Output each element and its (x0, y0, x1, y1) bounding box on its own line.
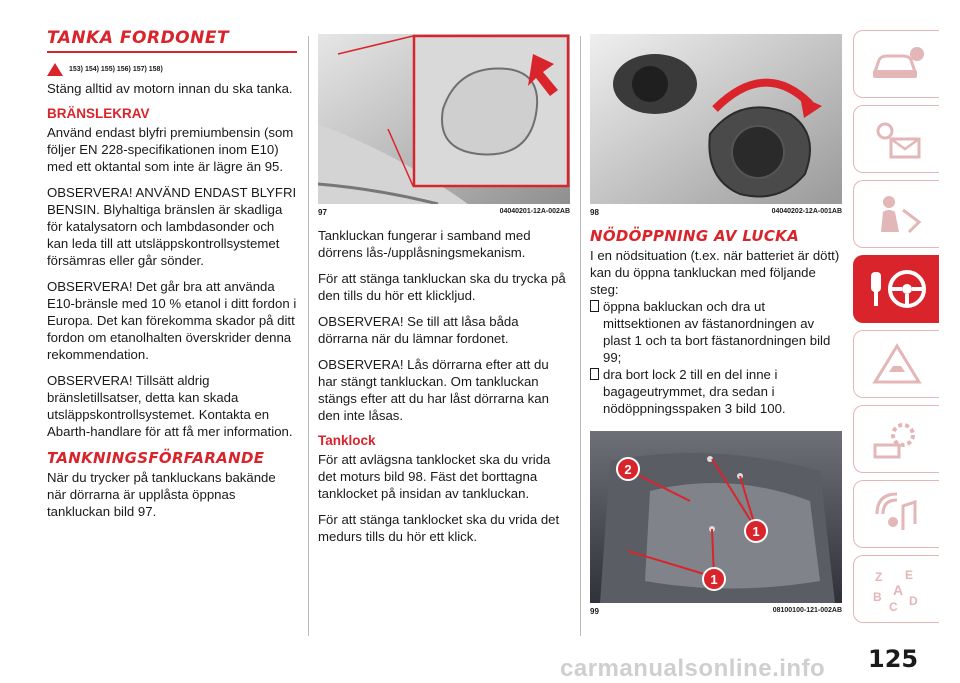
paragraph: Använd endast blyfri premiumbensin (som följer EN 228-specifikationen inom E10) med ett oktantal som inte är lägre än 95. (47, 125, 294, 174)
list-item-text: dra bort lock 2 till en del inne i bagageutrymmet, dra sedan i nödöppningsspaken 3 bild 100. (603, 367, 786, 416)
paragraph: OBSERVERA! Det går bra att använda E10-bränsle med 10 % etanol i ditt fordon i Europa. Det kan förekomma skador på ditt fordon om etanolhalten överskrider denna rekommendation. (47, 279, 297, 362)
list-item (590, 298, 842, 366)
paragraph: OBSERVERA! Tillsätt aldrig bränsletillsatser, detta kan skada utsläppskontrollsystemet. Kontakta en Abarth-handlare för att få mer information. (47, 373, 293, 439)
breakdown-icon (869, 342, 925, 386)
callout-1-label: 1 (752, 524, 760, 539)
callout-1-label: 1 (710, 572, 718, 587)
column-2 (318, 34, 570, 554)
chapter-tab-emergency[interactable] (853, 330, 939, 398)
figure-97-caption (318, 208, 570, 217)
chapter-tab-maintenance[interactable] (853, 405, 939, 473)
list-item-text: öppna bakluckan och dra ut mittsektionen av fästanordningen av plast 1 och ta bort fästanordningen bild 99; (603, 299, 831, 365)
warning-lights-icon (869, 117, 925, 161)
key-steering-icon (865, 266, 929, 312)
figure-number: 98 (590, 208, 599, 217)
figure-99-trunk (590, 431, 842, 603)
car-info-icon (869, 44, 925, 84)
svg-text:A: A (892, 582, 903, 598)
figure-97-fuel-door (318, 34, 570, 204)
column-1 (47, 28, 297, 529)
trunk-illustration (590, 431, 842, 603)
paragraph: När du trycker på tankluckans bakände när dörrarna är upplåsta öppnas tankluckan bild 97. (47, 470, 276, 519)
subheading-fuel-requirements: BRÄNSLEKRAV (47, 106, 150, 121)
paragraph: För att stänga tanklocket ska du vrida det medurs tills du hör ett klick. (318, 512, 560, 544)
section-title-refuelling-procedure: TANKNINGSFÖRFARANDE (47, 449, 265, 467)
figure-98-caption (590, 208, 842, 217)
figure-code: 08100100-121-002AB (772, 607, 842, 614)
paragraph: För att avlägsna tanklocket ska du vrida det moturs bild 98. Fäst det borttagna tanklocket på insidan av tankluckan. (318, 452, 551, 501)
figure-number: 97 (318, 208, 327, 217)
svg-text:E: E (904, 568, 913, 582)
figure-code: 04040201-12A-002AB (499, 208, 570, 215)
section-title-emergency-opening: NÖDÖPPNING AV LUCKA (590, 227, 799, 245)
watermark: carmanualsonline.info (560, 655, 826, 682)
intro-paragraph: Stäng alltid av motorn innan du ska tanka. (47, 81, 293, 96)
svg-text:B: B (872, 590, 882, 604)
fuel-cap-illustration (590, 34, 842, 204)
chapter-tab-warning-lights[interactable] (853, 105, 939, 173)
column-divider (308, 36, 309, 636)
warning-references (47, 63, 297, 76)
title-rule (47, 51, 297, 53)
chapter-tab-starting-driving[interactable] (853, 255, 939, 323)
figure-number: 99 (590, 607, 599, 616)
svg-text:D: D (908, 594, 918, 608)
paragraph: OBSERVERA! ANVÄND ENDAST BLYFRI BENSIN. Blyhaltiga bränslen är skadliga för katalysatorn och lambdasonder och kan leda till att utsläppskontrollsystemet försämras eller går sönder. (47, 185, 297, 268)
section-title-refuelling: TANKA FORDONET (47, 28, 230, 48)
figure-99-caption (590, 607, 842, 616)
column-divider (580, 36, 581, 636)
paragraph: För att stänga tankluckan ska du trycka på den tills du hör ett klickljud. (318, 271, 566, 303)
warning-triangle-icon (47, 63, 63, 76)
seatbelt-safety-icon (869, 192, 925, 236)
figure-98-fuel-cap (590, 34, 842, 204)
index-icon (869, 565, 925, 613)
column-3 (590, 34, 842, 626)
chapter-tab-multimedia[interactable] (853, 480, 939, 548)
chapter-tab-safety[interactable] (853, 180, 939, 248)
chapter-tab-car-info[interactable] (853, 30, 939, 98)
paragraph: OBSERVERA! Se till att låsa båda dörrarna när du lämnar fordonet. (318, 314, 519, 346)
chapter-tabs (853, 30, 960, 630)
paragraph: I en nödsituation (t.ex. när batteriet är dött) kan du öppna tankluckan med följande steg: (590, 248, 840, 297)
paragraph: OBSERVERA! Lås dörrarna efter att du har stängt tankluckan. Om tankluckan stängs efter att du har låst dörrarna kan den inte låsas. (318, 357, 549, 423)
page-number: 125 (868, 645, 919, 673)
svg-text:C: C (888, 600, 898, 613)
multimedia-icon (869, 492, 925, 536)
maintenance-icon (869, 417, 925, 461)
subheading-fuel-cap: Tanklock (318, 433, 376, 448)
fuel-door-illustration (318, 34, 570, 204)
warning-refs-text: 153) 154) 155) 156) 157) 158) (69, 66, 163, 73)
chapter-tab-index[interactable] (853, 555, 939, 623)
list-item (590, 366, 842, 417)
figure-code: 04040202-12A-001AB (771, 208, 842, 215)
bullet-box-icon (590, 300, 599, 312)
bullet-box-icon (590, 368, 599, 380)
paragraph: Tankluckan fungerar i samband med dörrens lås-/upplåsningsmekanism. (318, 228, 531, 260)
callout-2-label: 2 (624, 462, 632, 477)
svg-text:Z: Z (874, 570, 882, 584)
